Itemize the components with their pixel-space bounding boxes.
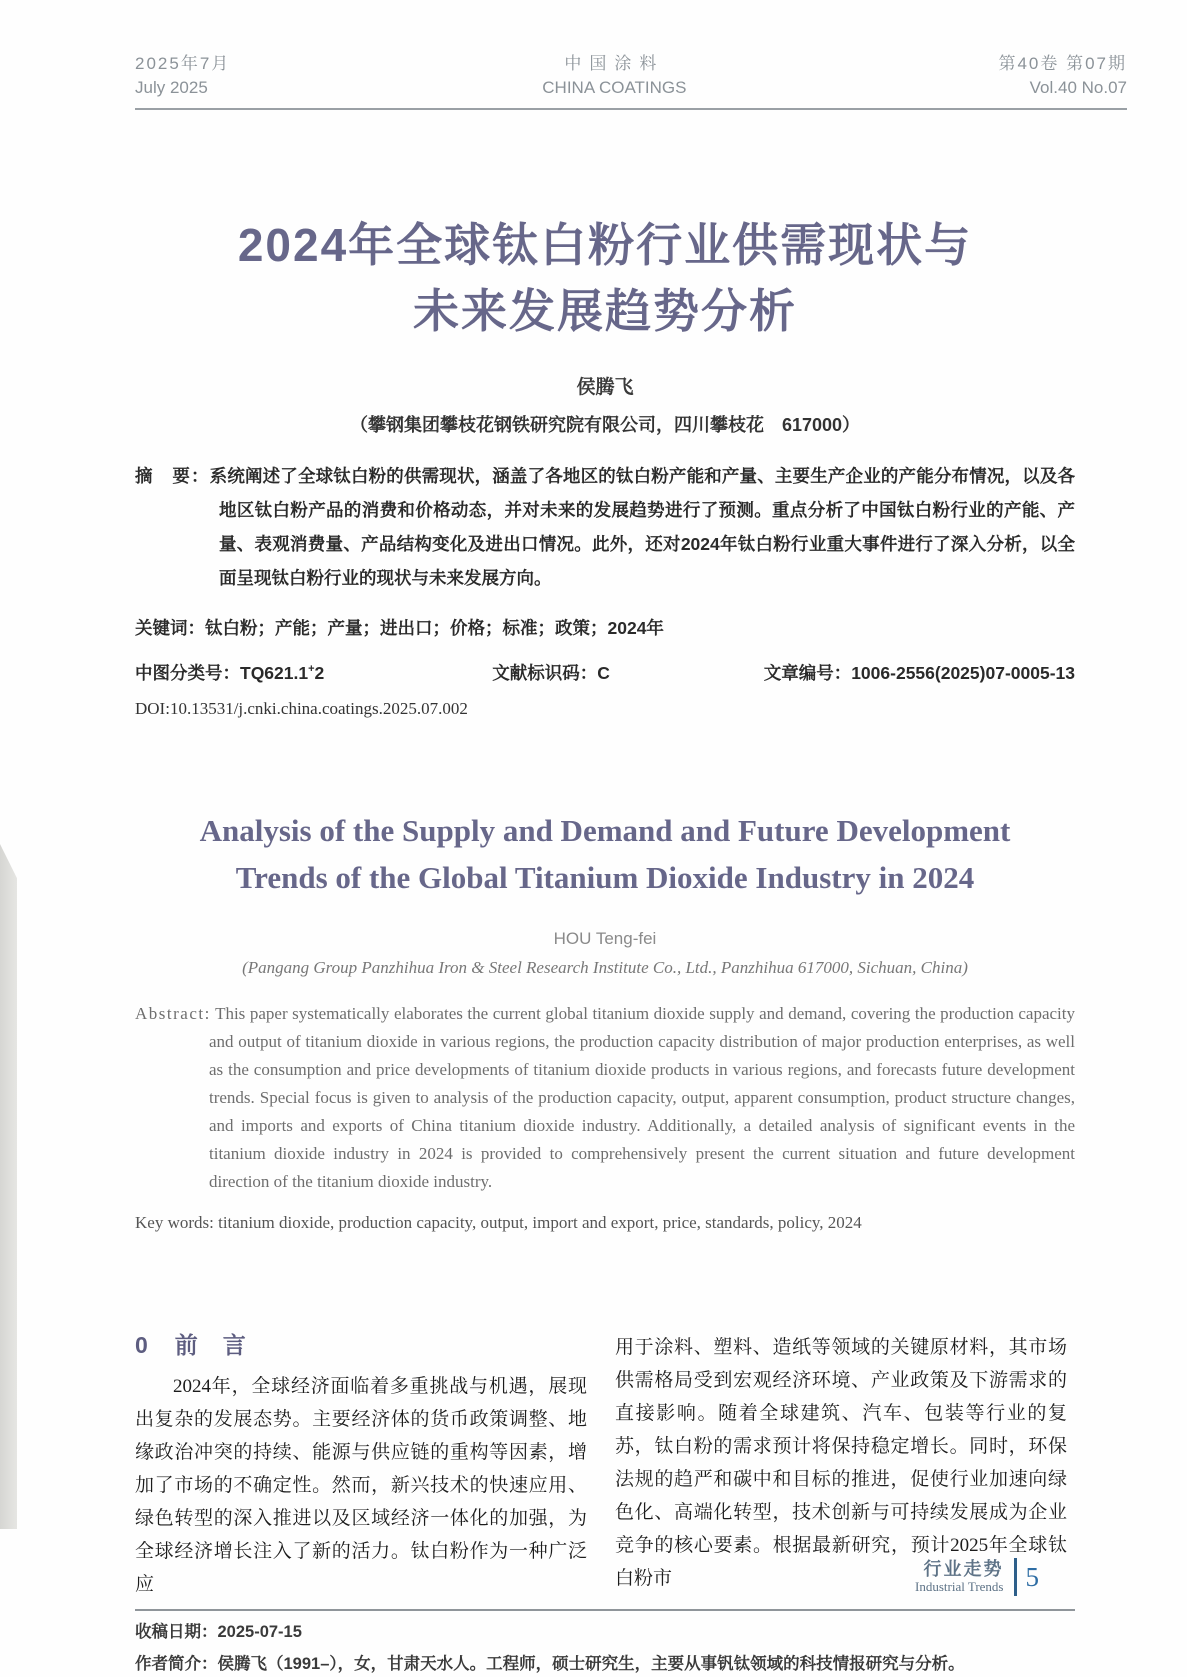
clc-number bbox=[135, 660, 324, 685]
article-title-cn bbox=[135, 212, 1075, 344]
abstract-en bbox=[135, 1000, 1075, 1196]
doi: DOI:10.13531/j.cnki.china.coatings.2025.07.002 bbox=[135, 699, 468, 718]
header-date-cn: 2025年7月 bbox=[135, 54, 231, 73]
journal-header bbox=[135, 52, 1127, 110]
article-id-label: 文章编号： bbox=[763, 663, 852, 683]
author-cn: 侯腾飞 bbox=[576, 377, 634, 398]
article-title-en bbox=[135, 807, 1075, 901]
header-issue-cn: 第40卷 第07期 bbox=[998, 54, 1127, 73]
clc-tail: 2 bbox=[314, 663, 325, 683]
header-issue bbox=[998, 52, 1127, 100]
affiliation-cn: （攀钢集团攀枝花钢铁研究院有限公司，四川攀枝花 617000） bbox=[349, 415, 861, 435]
page-number: 5 bbox=[1025, 1561, 1039, 1592]
section-0-heading bbox=[135, 1327, 587, 1360]
header-date bbox=[135, 52, 230, 100]
article-id bbox=[764, 660, 1075, 685]
article-content bbox=[135, 212, 1075, 1677]
article-title-cn-line2: 未来发展趋势分析 bbox=[413, 285, 797, 337]
keywords-cn bbox=[135, 613, 1075, 643]
article-title-cn-line1: 2024年全球钛白粉行业供需现状与 bbox=[237, 219, 973, 271]
header-journal bbox=[542, 52, 686, 100]
header-issue-en: Vol.40 No.07 bbox=[1029, 78, 1127, 97]
author-bio-text: 侯腾飞（1991–），女，甘肃天水人。工程师，硕士研究生，主要从事钒钛领域的科技情报研究与分析。 bbox=[217, 1655, 965, 1673]
document-code bbox=[492, 660, 610, 685]
keywords-cn-label: 关键词： bbox=[135, 617, 205, 638]
article-id-value: 1006-2556(2025)07-0005-13 bbox=[851, 663, 1075, 683]
body-column-left bbox=[135, 1327, 587, 1601]
column-name bbox=[915, 1559, 1003, 1595]
keywords-en-label: Key words: bbox=[135, 1213, 214, 1232]
column-name-cn: 行业走势 bbox=[923, 1559, 1004, 1579]
keywords-en-text: titanium dioxide, production capacity, output, import and export, price, standards, policy, 2024 bbox=[218, 1213, 862, 1232]
section-0-title: 前 言 bbox=[174, 1332, 247, 1358]
body-paragraph-left: 2024年，全球经济面临着多重挑战与机遇，展现出复杂的发展态势。主要经济体的货币政策调整、地缘政治冲突的持续、能源与供应链的重构等因素，增加了市场的不确定性。然而，新兴技术的快速应用、绿色转型的深入推进以及区域经济一体化的加强，为全球经济增长注入了新的活力。钛白粉作为一种广泛应 bbox=[135, 1376, 587, 1595]
page-scan-shadow bbox=[0, 844, 50, 1529]
received-date-label: 收稿日期： bbox=[135, 1623, 218, 1641]
received-date-line bbox=[135, 1619, 1075, 1645]
abstract-en-label: Abstract: bbox=[135, 1004, 211, 1023]
abstract-cn-text: 系统阐述了全球钛白粉的供需现状，涵盖了各地区的钛白粉产能和产量、主要生产企业的产能分布情况，以及各地区钛白粉产品的消费和价格动态，并对未来的发展趋势进行了预测。重点分析了中国钛白粉行业的产能、产量、表观消费量、产品结构变化及进出口情况。此外，还对2024年钛白粉行业重大事件进行了深入分析，以全面呈现钛白粉行业的现状与未来发展方向。 bbox=[209, 466, 1075, 588]
section-0-number: 0 bbox=[135, 1332, 149, 1358]
abstract-en-text: This paper systematically elaborates the current global titanium dioxide supply and demand, covering the production capacity and output of titanium dioxide in various regions, the production capacity distribution of major production enterprises, as well as the consumption and price developments of titanium dioxide products in various regions, and forecasts future development trends. Special focus is given to analysis of the production capacity, output, apparent consumption, product structure changes, and imports and exports of China titanium dioxide industry. Additionally, a detailed analysis of significant events in the titanium dioxide industry in 2024 is provided to comprehensively present the current situation and future development direction of the titanium dioxide industry. bbox=[209, 1004, 1075, 1191]
author-bio-label: 作者简介： bbox=[135, 1655, 218, 1673]
keywords-en bbox=[135, 1213, 1075, 1233]
column-name-en: Industrial Trends bbox=[915, 1579, 1004, 1594]
footnote-block bbox=[135, 1609, 1075, 1677]
abstract-cn-label: 摘 要： bbox=[135, 466, 210, 486]
author-en: HOU Teng-fei bbox=[553, 929, 657, 948]
page-footer bbox=[915, 1558, 1039, 1596]
header-date-en: July 2025 bbox=[135, 78, 208, 97]
clc-value: TQ621.1 bbox=[240, 663, 309, 683]
footer-divider-bar bbox=[1014, 1558, 1017, 1596]
article-title-en-line2: Trends of the Global Titanium Dioxide Industry in 2024 bbox=[235, 860, 975, 895]
affiliation-en: (Pangang Group Panzhihua Iron & Steel Research Institute Co., Ltd., Panzhihua 617000, Sichuan, China) bbox=[242, 958, 968, 977]
clc-sup: + bbox=[308, 663, 315, 676]
header-journal-en: CHINA COATINGS bbox=[542, 78, 687, 97]
document-code-value: C bbox=[597, 663, 610, 683]
document-code-label: 文献标识码： bbox=[492, 663, 598, 683]
article-title-en-line1: Analysis of the Supply and Demand and Future Development bbox=[199, 813, 1011, 848]
header-journal-cn: 中国涂料 bbox=[564, 54, 665, 73]
author-bio-line bbox=[135, 1651, 1075, 1677]
body-paragraph-right: 用于涂料、塑料、造纸等领域的关键原材料，其市场供需格局受到宏观经济环境、产业政策及下游需求的直接影响。随着全球建筑、汽车、包装等行业的复苏，钛白粉的需求预计将保持稳定增长。同时，环保法规的趋严和碳中和目标的推进，促使行业加速向绿色化、高端化转型，技术创新与可持续发展成为企业竞争的核心要素。根据最新研究，预计2025年全球钛白粉市 bbox=[615, 1337, 1067, 1589]
received-date-value: 2025-07-15 bbox=[217, 1623, 302, 1641]
clc-label: 中图分类号： bbox=[135, 663, 240, 683]
classification-row bbox=[135, 660, 1075, 685]
abstract-cn bbox=[135, 459, 1075, 595]
keywords-cn-text: 钛白粉；产能；产量；进出口；价格；标准；政策；2024年 bbox=[205, 617, 664, 638]
